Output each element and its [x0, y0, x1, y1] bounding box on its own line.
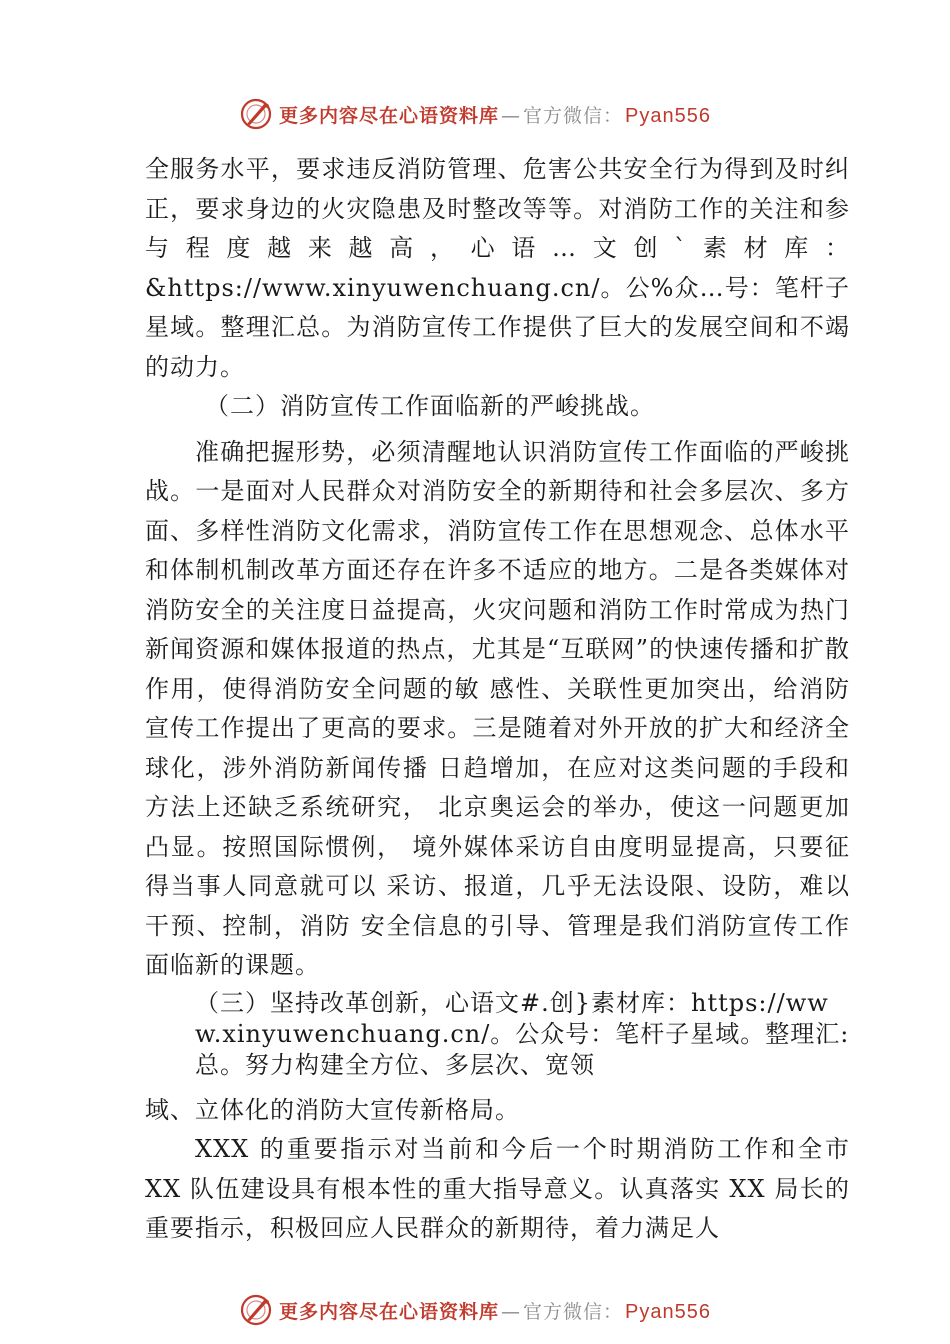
quill-seal-icon: [239, 1293, 273, 1327]
document-body: [145, 150, 850, 1249]
header-dash: —: [501, 104, 522, 127]
section-heading-3: （三）坚持改革创新，心语文#.创}素材库：https://www.xinyuwenchuang.cn/。公众号：笔杆子星域。整理汇:总。努力构建全方位、多层次、宽领: [195, 988, 850, 1079]
footer-banner: [0, 1290, 950, 1330]
footer-dash: —: [501, 1300, 522, 1323]
footer-text: [279, 1297, 711, 1324]
quill-seal-icon: [239, 97, 273, 131]
paragraph-3: 域、立体化的消防大宣传新格局。: [145, 1095, 520, 1124]
paragraph-1: 全服务水平，要求违反消防管理、危害公共安全行为得到及时纠正，要求身边的火灾隐患及时整改等等。对消防工作的关注和参与程度越来越高，心语…文创`素材库：&https://www.xinyuwenchuang.cn/。公%众…号：笔杆子星域。整理汇总。为消防宣传工作提供了巨大的发展空间和不竭的动力。: [145, 155, 850, 381]
header-red-text: 更多内容尽在心语资料库: [279, 104, 500, 127]
paragraph-4: XXX 的重要指示对当前和今后一个时期消防工作和全市 XX 队伍建设具有根本性的重大指导意义。认真落实 XX 局长的重要指示，积极回应人民群众的新期待，着力满足人: [145, 1135, 850, 1242]
section-heading-2: （二）消防宣传工作面临新的严峻挑战。: [205, 392, 655, 420]
footer-wechat-id: Pyan556: [625, 1300, 711, 1323]
header-grey-text: 官方微信：: [523, 104, 624, 127]
header-banner: [0, 94, 950, 134]
header-text: [279, 101, 711, 128]
header-wechat-id: Pyan556: [625, 104, 711, 127]
footer-red-text: 更多内容尽在心语资料库: [279, 1300, 500, 1323]
paragraph-2: 准确把握形势，必须清醒地认识消防宣传工作面临的严峻挑战。一是面对人民群众对消防安全的新期待和社会多层次、多方面、多样性消防文化需求，消防宣传工作在思想观念、总体水平和体制机制改革方面还存在许多不适应的地方。二是各类媒体对消防安全的关注度日益提高，火灾问题和消防工作时常成为热门新闻资源和媒体报道的热点，尤其是“互联网”的快速传播和扩散作用，使得消防安全问题的敏 感性、关联性更加突出，给消防宣传工作提出了更高的要求。三是随着对外开放的扩大和经济全球化，涉外消防新闻传播 日趋增加，在应对这类问题的手段和方法上还缺乏系统研究， 北京奥运会的举办，使这一问题更加凸显。按照国际惯例， 境外媒体采访自由度明显提高，只要征得当事人同意就可以 采访、报道，几乎无法设限、设防，难以干预、控制，消防 安全信息的引导、管理是我们消防宣传工作面临新的课题。: [145, 437, 850, 979]
footer-grey-text: 官方微信：: [523, 1300, 624, 1323]
